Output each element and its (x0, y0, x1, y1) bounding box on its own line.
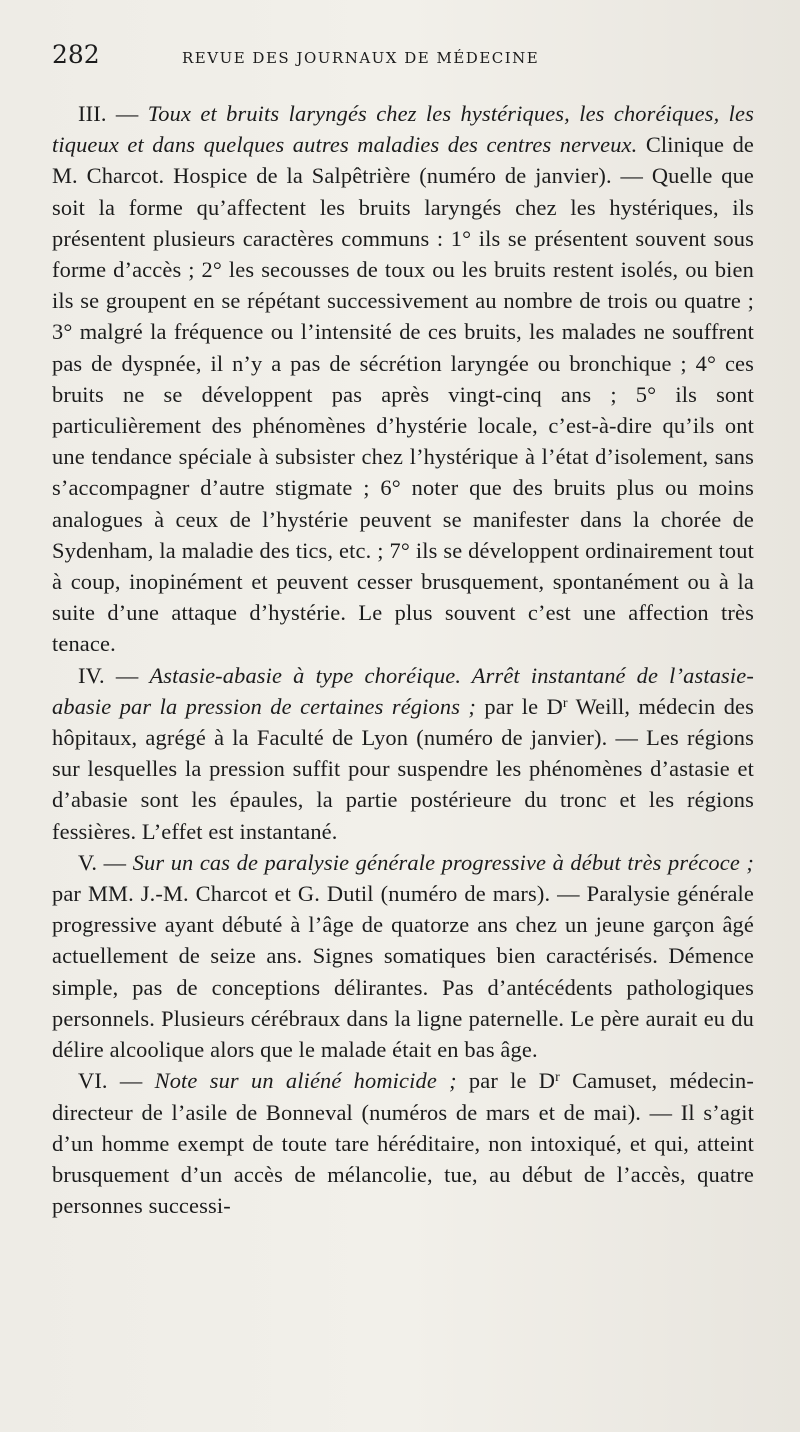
page-number: 282 (52, 40, 100, 69)
section-vi (52, 1065, 754, 1221)
section-dash: — (106, 101, 148, 126)
section-title: Toux et bruits laryngés chez les hystériques, les choréiques, les tiqueux et dans quelques autres maladies des centres nerveux. (52, 101, 754, 158)
section-text: Clinique de M. Charcot. Hospice de la Salpêtrière (numéro de janvier). — Quelle que soit la forme qu’affectent les bruits laryngés chez les hystériques, ils présentent plusieurs caractères communs : 1° ils se présentent souvent sous forme d’accès ; 2° les secousses de toux ou les bruits restent isolés, ou bien ils se groupent en se répétant successivement au nombre de trois ou quatre ; 3° malgré la fréquence ou l’intensité de ces bruits, les malades ne souffrent pas de dyspnée, il n’y a pas de sécrétion laryngée ou bronchique ; 4° ces bruits ne se développent pas après vingt-cinq ans ; 5° ils sont particulièrement des phénomènes d’hystérie locale, c’est-à-dire qu’ils ont une tendance spéciale à subsister chez l’hystérique à l’état d’isolement, sans s’accompagner d’autre stigmate ; 6° noter que des bruits plus ou moins analogues à ceux de l’hystérie peuvent se manifester dans la chorée de Sydenham, la maladie des tics, etc. ; 7° ils se développent ordinairement tout à coup, inopinément et peuvent cesser brusquement, spontanément ou à la suite d’une attaque d’hystérie. Le plus souvent c’est une affection très tenace. (52, 132, 755, 657)
section-text-pre: par le D (456, 1068, 556, 1094)
section-dash: — (104, 662, 150, 688)
superscript: r (562, 695, 568, 711)
section-iii (52, 98, 754, 660)
section-numeral: V. (78, 849, 98, 875)
running-head: REVUE DES JOURNAUX DE MÉDECINE (182, 49, 540, 67)
article-body (52, 98, 754, 1221)
section-numeral: VI. (78, 1068, 108, 1094)
section-title: Note sur un aliéné homicide ; (154, 1068, 457, 1094)
section-title: Sur un cas de paralysie générale progressive à début très précoce ; (132, 849, 754, 875)
page-header (52, 40, 754, 80)
section-dash: — (107, 1068, 155, 1094)
section-numeral: IV. (78, 662, 105, 688)
section-iv (52, 660, 754, 847)
section-text: par MM. J.-M. Charcot et G. Dutil (numéro de mars). — Paralysie générale progressive ayant débuté à l’âge de quatorze ans chez un jeune garçon âgé actuellement de seize ans. Signes somatiques bien caractérisés. Démence simple, pas de conceptions délirantes. Pas d’antécédents pathologiques personnels. Plusieurs cérébraux dans la ligne paternelle. Le père aurait eu du délire alcoolique alors que le malade était en bas âge. (52, 881, 754, 1063)
section-dash: — (97, 849, 133, 875)
superscript: r (555, 1070, 560, 1086)
section-text-pre: par le D (476, 693, 563, 719)
section-text: Camuset, médecin-directeur de l’asile de Bonneval (numéros de mars et de mai). — Il s’agit d’un homme exempt de toute tare héréditaire, non intoxiqué, et qui, atteint brusquement d’un accès de mélancolie, tue, au début de l’accès, quatre personnes successi- (52, 1068, 754, 1219)
section-v (52, 847, 754, 1065)
section-title: Astasie-abasie à type choréique. Arrêt instantané de l’astasie-abasie par la pression de certaines régions ; (52, 662, 754, 719)
section-numeral: III. (78, 101, 107, 126)
section-text: Weill, médecin des hôpitaux, agrégé à la Faculté de Lyon (numéro de janvier). — Les régions sur lesquelles la pression suffit pour suspendre les phénomènes d’astasie et d’abasie sont les épaules, la partie postérieure du tronc et les régions fessières. L’effet est instantané. (52, 693, 754, 844)
